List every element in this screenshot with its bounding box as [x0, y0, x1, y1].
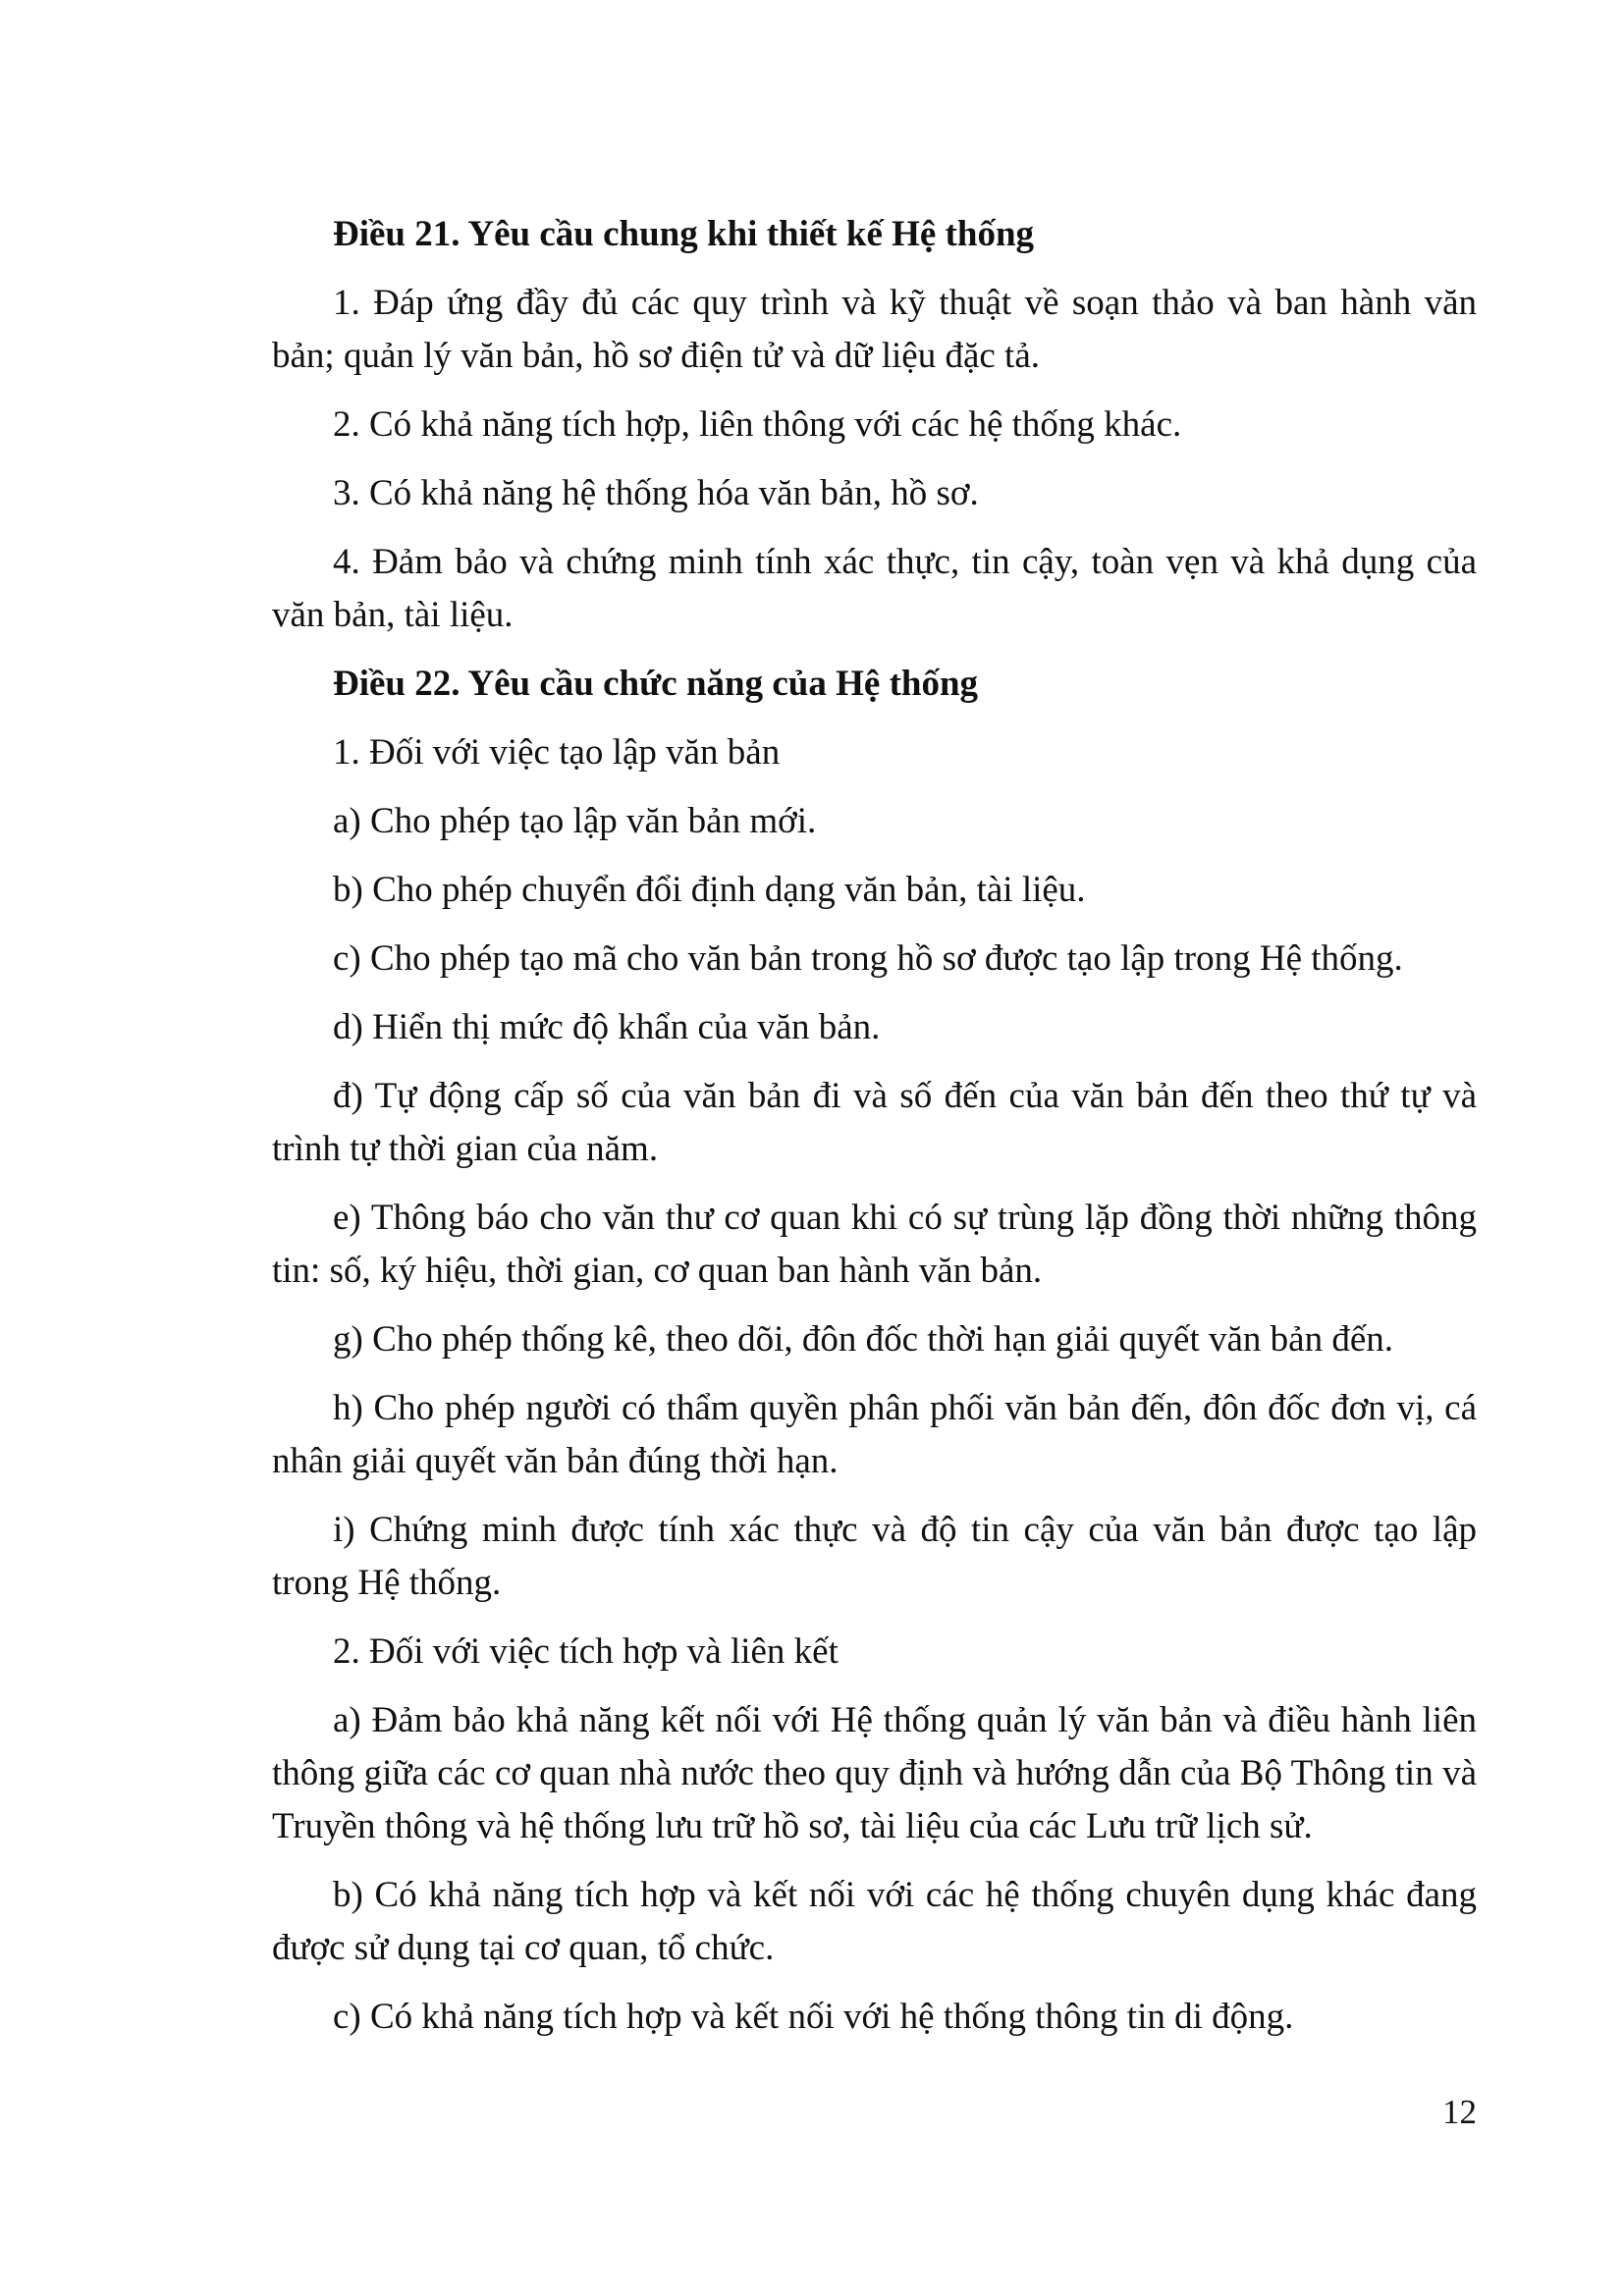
clause-2-item-a: a) Đảm bảo khả năng kết nối với Hệ thống quản lý văn bản và điều hành liên thông giữa các cơ quan nhà nước theo quy định và hướng dẫn của Bộ Thông tin và Truyền thông và hệ thống lưu trữ hồ sơ, tài liệu của các Lưu trữ lịch sử.: [272, 1700, 1477, 1846]
clause-1-item-b: b) Cho phép chuyển đổi định dạng văn bản, tài liệu.: [333, 870, 1086, 910]
article-21-heading: Điều 21. Yêu cầu chung khi thiết kế Hệ thống: [333, 214, 1035, 254]
article-22-clause-2: 2. Đối với việc tích hợp và liên kết: [333, 1631, 839, 1672]
article-21-clause-3: 3. Có khả năng hệ thống hóa văn bản, hồ sơ.: [333, 473, 979, 513]
page-number: 12: [1442, 2093, 1477, 2131]
clause-1-item-dd: đ) Tự động cấp số của văn bản đi và số đến của văn bản đến theo thứ tự và trình tự thời gian của năm.: [272, 1076, 1477, 1169]
clause-1-item-h: h) Cho phép người có thẩm quyền phân phối văn bản đến, đôn đốc đơn vị, cá nhân giải quyết văn bản đúng thời hạn.: [272, 1388, 1477, 1481]
article-21-clause-2: 2. Có khả năng tích hợp, liên thông với các hệ thống khác.: [333, 404, 1182, 445]
article-21-clause-4: 4. Đảm bảo và chứng minh tính xác thực, tin cậy, toàn vẹn và khả dụng của văn bản, tài liệu.: [272, 542, 1477, 635]
document-body: [272, 208, 1477, 2059]
clause-1-item-a: a) Cho phép tạo lập văn bản mới.: [333, 801, 817, 841]
clause-2-item-b: b) Có khả năng tích hợp và kết nối với các hệ thống chuyên dụng khác đang được sử dụng tại cơ quan, tổ chức.: [272, 1875, 1477, 1968]
article-22-heading: Điều 22. Yêu cầu chức năng của Hệ thống: [333, 664, 979, 704]
clause-1-item-i: i) Chứng minh được tính xác thực và độ tin cậy của văn bản được tạo lập trong Hệ thống.: [272, 1510, 1477, 1603]
clause-1-item-d: d) Hiển thị mức độ khẩn của văn bản.: [333, 1007, 881, 1047]
clause-1-item-g: g) Cho phép thống kê, theo dõi, đôn đốc thời hạn giải quyết văn bản đến.: [333, 1319, 1394, 1360]
clause-2-item-c: c) Có khả năng tích hợp và kết nối với hệ thống thông tin di động.: [333, 1997, 1294, 2037]
clause-1-item-e: e) Thông báo cho văn thư cơ quan khi có sự trùng lặp đồng thời những thông tin: số, ký hiệu, thời gian, cơ quan ban hành văn bản.: [272, 1198, 1477, 1291]
article-22-clause-1: 1. Đối với việc tạo lập văn bản: [333, 732, 781, 773]
article-21-clause-1: 1. Đáp ứng đầy đủ các quy trình và kỹ thuật về soạn thảo và ban hành văn bản; quản lý văn bản, hồ sơ điện tử và dữ liệu đặc tả.: [272, 283, 1477, 376]
clause-1-item-c: c) Cho phép tạo mã cho văn bản trong hồ sơ được tạo lập trong Hệ thống.: [333, 938, 1403, 979]
